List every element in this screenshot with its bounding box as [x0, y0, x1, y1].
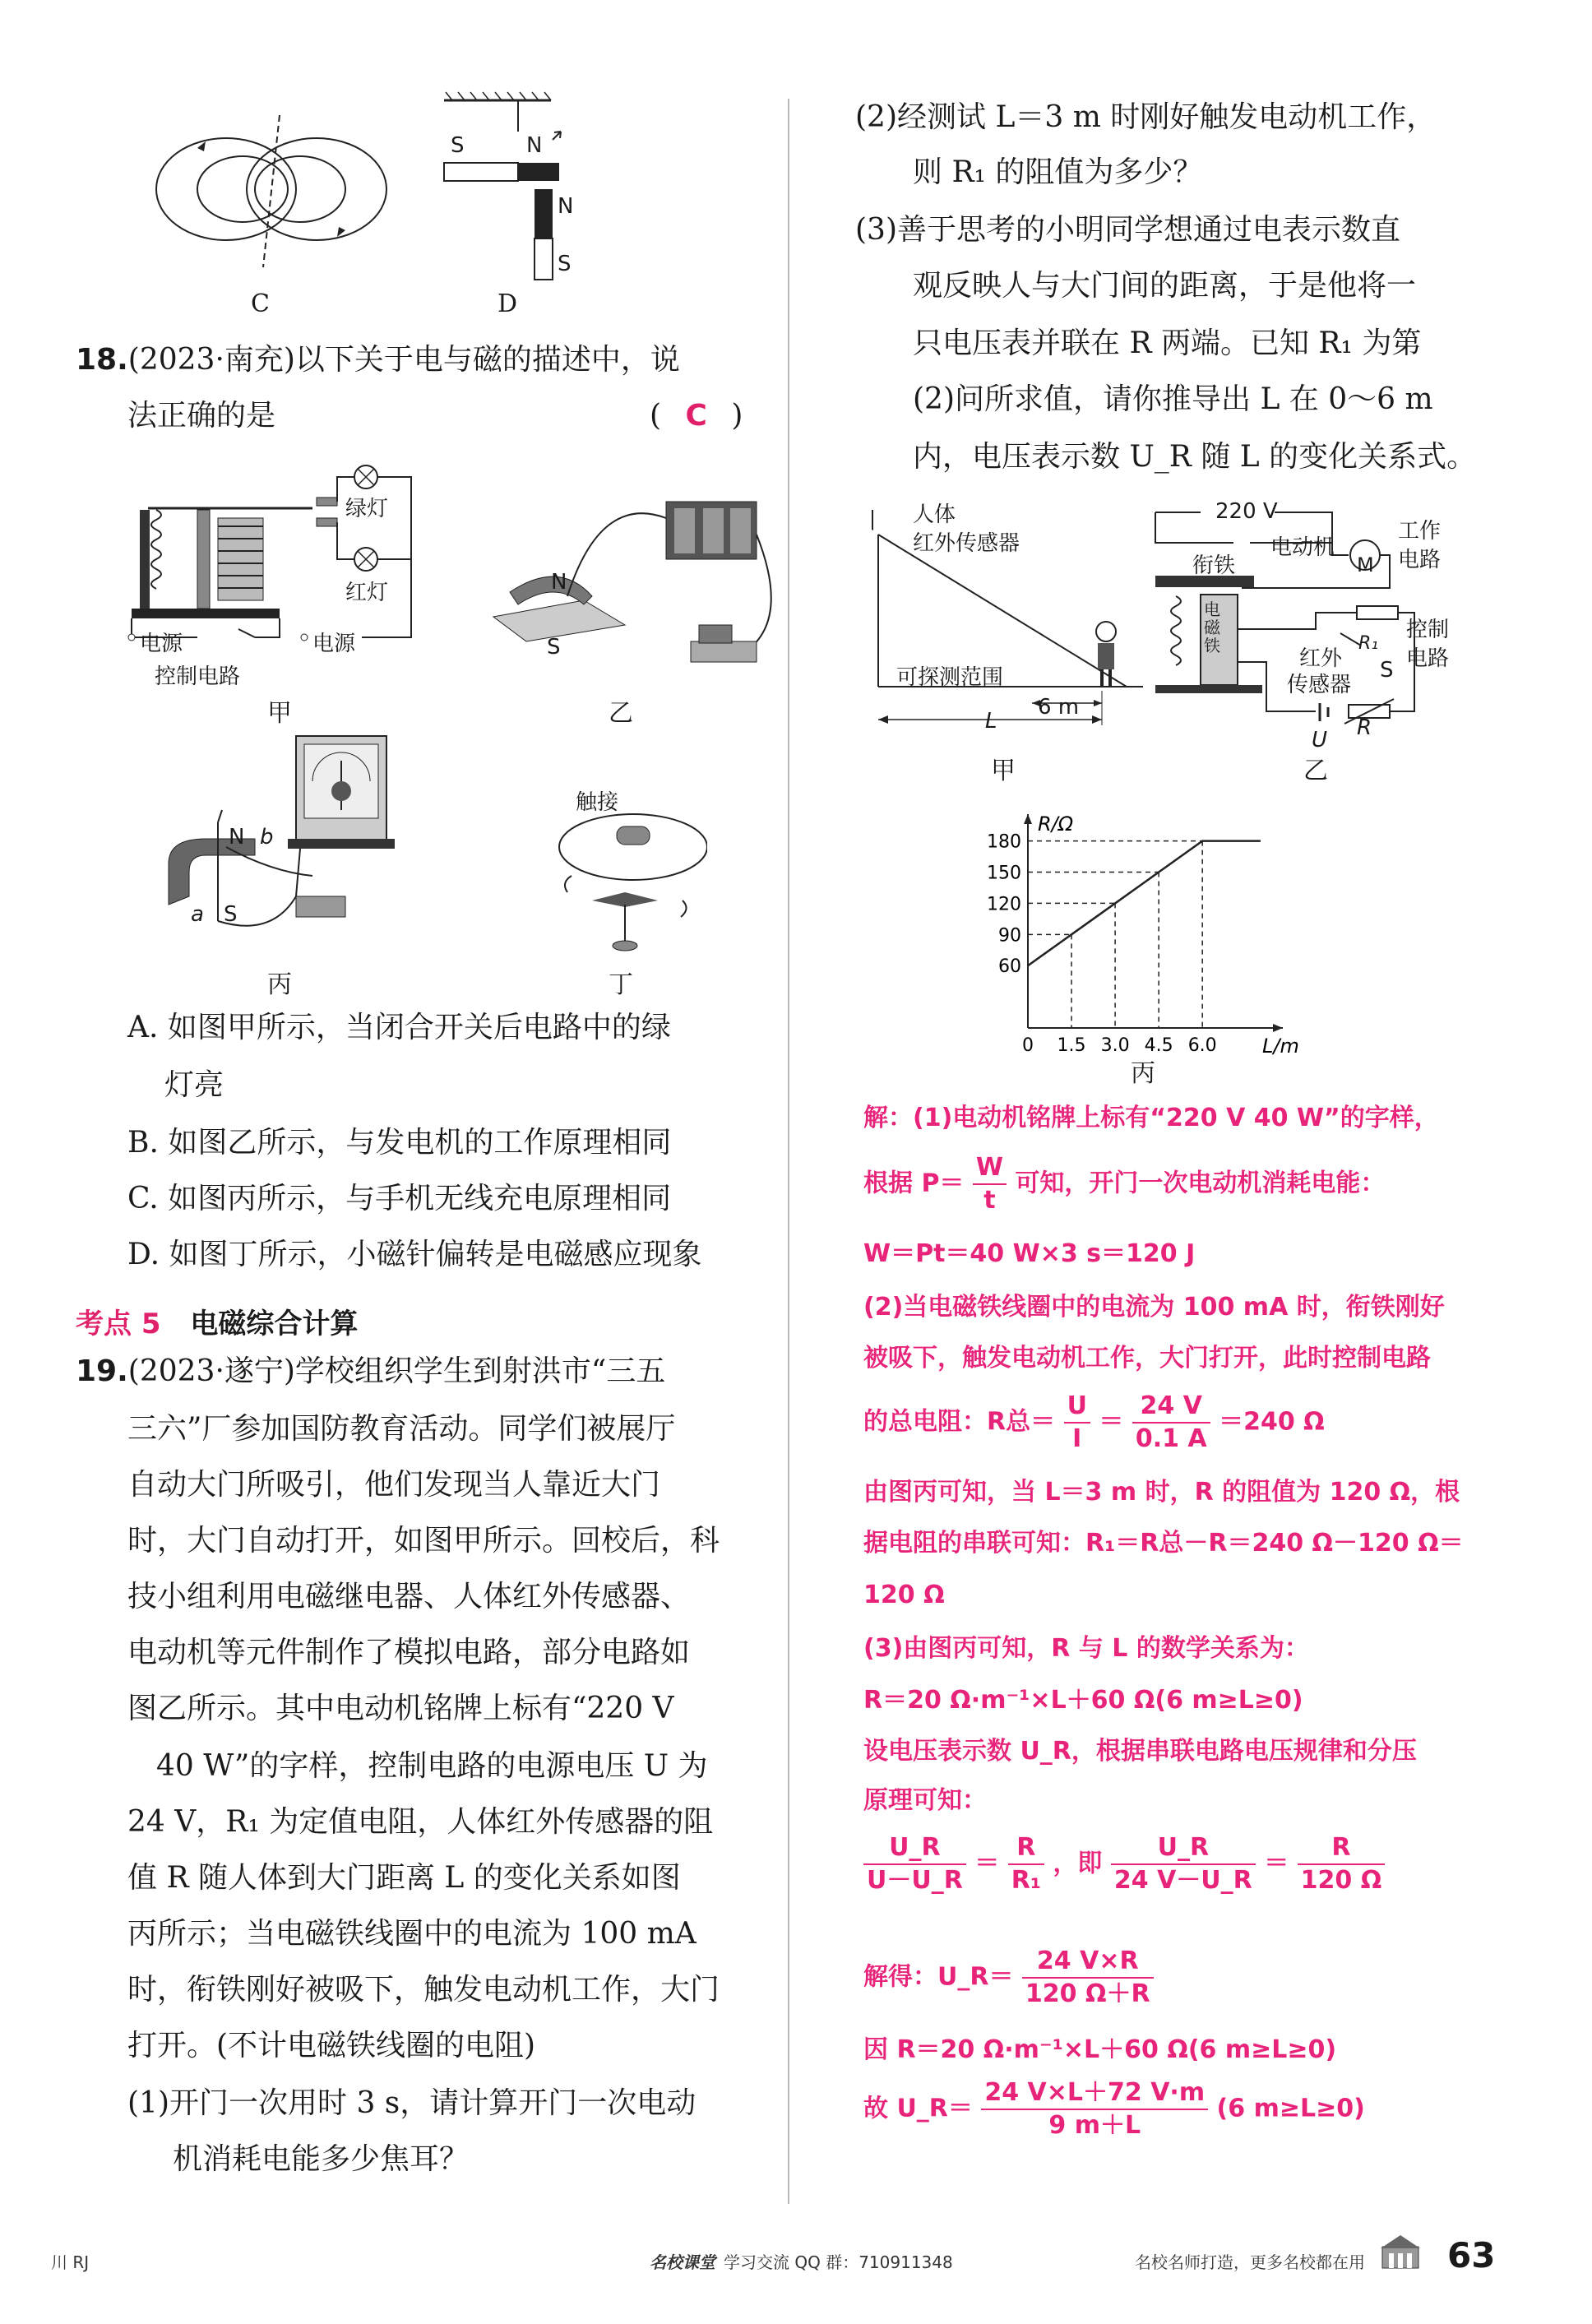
solution-line-15 [863, 1949, 1154, 2007]
figure-d-n2-label: N [558, 194, 574, 219]
solution-line-6 [863, 1391, 1325, 1453]
chart-x-tick-label: 3.0 [1100, 1035, 1130, 1056]
q19-right-text-2: (3)善于思考的小明同学想通过电表示数直 [855, 213, 1400, 247]
q18-line1 [76, 345, 680, 375]
q19-text-11: 时，衔铁刚好被吸下，触发电动机工作，大门 [127, 1973, 720, 2007]
footer-slogan: 名校名师打造，更多名校都在用 [1135, 2252, 1365, 2272]
footer-edition: 川 RJ [51, 2252, 90, 2272]
solution-line-6-a: 的总电阻：R总＝ [863, 1407, 1056, 1437]
solution-frac-final [981, 2078, 1208, 2140]
q19-caption-bing: 丙 [1131, 1059, 1155, 1088]
q18-bing-n-label: N [229, 825, 245, 850]
figure-d-s2-label: S [558, 252, 572, 276]
q19-text-2: 自动大门所吸引，他们发现当人靠近大门 [127, 1468, 661, 1502]
chart-x-label: L/m [1262, 1035, 1299, 1058]
q18-figure-ding-compass [543, 789, 707, 962]
frac-den: 24 V－U_R [1113, 1866, 1252, 1895]
q19-yi-r1-label: R₁ [1358, 633, 1379, 654]
solution-line-9: 120 Ω [863, 1581, 945, 1609]
solution-line-2-b: 可知，开门一次电动机消耗电能： [1015, 1169, 1386, 1198]
q19-text-5: 电动机等元件制作了模拟电路，部分电路如 [127, 1636, 691, 1669]
q19-jia-range-label: 可探测范围 [896, 665, 1004, 690]
solution-line-16: 因 R＝20 Ω·m⁻¹×L＋60 Ω(6 m≥L≥0) [863, 2035, 1337, 2064]
q18-bing-a-label: a [191, 902, 204, 927]
q18-option-b: B. 如图乙所示，与发电机的工作原理相同 [127, 1126, 672, 1160]
section-5-title: 电磁综合计算 [190, 1308, 359, 1340]
q19-yi-ir-label-1: 红外 [1299, 646, 1343, 671]
frac-den: 9 m＋L [1048, 2111, 1141, 2140]
q19-caption-yi: 乙 [1303, 757, 1328, 785]
q18-caption-ding: 丁 [609, 970, 633, 999]
q19-right-text-1: 则 R₁ 的阻值为多少？ [913, 155, 1203, 189]
solution-frac-ur [863, 1833, 966, 1895]
solution-line-12: 设电压表示数 U_R，根据串联电路电压规律和分压 [863, 1737, 1417, 1766]
frac-num: U_R [1111, 1836, 1256, 1865]
frac-den: 120 Ω [1300, 1866, 1382, 1895]
figure-d-n-label: N [526, 133, 543, 158]
q18-power-label-2: 电源 [312, 632, 356, 656]
chart-x-tick-label: 0 [1022, 1035, 1034, 1056]
q18-bracket-open: ( [650, 399, 662, 433]
q18-caption-bing: 丙 [267, 970, 292, 999]
figure-d-s-label: S [451, 133, 465, 158]
solution-eq: ＝ [974, 1849, 1000, 1878]
frac-num: 24 V [1132, 1394, 1210, 1424]
q19-yi-220v-label: 220 V [1215, 499, 1278, 524]
q18-red-lamp-label: 红灯 [345, 581, 389, 605]
q18-green-lamp-label: 绿灯 [345, 497, 389, 521]
solution-line-6-c: ＝240 Ω [1219, 1407, 1325, 1437]
chart-y-tick-label: 60 [998, 956, 1021, 978]
q18-answer-bracket [650, 401, 743, 431]
solution-line-1: 解：(1)电动机铭牌上标有“220 V 40 W”的字样， [863, 1104, 1439, 1132]
frac-den: U－U_R [867, 1866, 963, 1895]
q19-text-13: (1)开门一次用时 3 s，请计算开门一次电动 [127, 2086, 696, 2120]
q19-jia-6m-label: 6 m [1038, 695, 1080, 720]
q19-yi-ctrl-label-2: 电路 [1406, 646, 1450, 671]
solution-line-5: 被吸下，触发电动机工作，大门打开，此时控制电路 [863, 1344, 1431, 1373]
q18-caption-yi: 乙 [609, 699, 633, 728]
q19-text-0: (2023·遂宁)学校组织学生到射洪市“三五 [127, 1354, 666, 1388]
solution-frac-ur-result [1022, 1949, 1154, 2007]
frac-num: R [1298, 1836, 1386, 1865]
solution-line-3: W＝Pt＝40 W×3 s＝120 J [863, 1239, 1196, 1268]
q19-right-text-6: 内，电压表示数 U_R 随 L 的变化关系式。 [913, 440, 1477, 474]
solution-line-7: 由图丙可知，当 L＝3 m 时，R 的阻值为 120 Ω，根 [863, 1478, 1460, 1507]
q19-text-9: 值 R 随人体到大门距离 L 的变化关系如图 [127, 1861, 681, 1895]
q19-right-text-0: (2)经测试 L＝3 m 时刚好触发电动机工作， [855, 100, 1437, 134]
q19-text-7: 40 W”的字样，控制电路的电源电压 U 为 [156, 1749, 708, 1783]
q18-option-a: A. 如图甲所示，当闭合开关后电路中的绿 [127, 1011, 671, 1044]
chart-y-label: R/Ω [1038, 812, 1074, 836]
q18-number: 18. [76, 343, 128, 377]
solution-frac-p [973, 1155, 1007, 1213]
chart-series-line [1028, 841, 1261, 966]
chart-y-tick-label: 180 [987, 831, 1021, 853]
solution-line-17 [863, 2078, 1365, 2140]
chart-x-tick-label: 4.5 [1144, 1035, 1173, 1056]
q18-option-d: D. 如图丁所示，小磁针偏转是电磁感应现象 [127, 1238, 702, 1271]
solution-ji: ，即 [1053, 1849, 1103, 1878]
frac-den: 0.1 A [1135, 1424, 1207, 1453]
q19-text-8: 24 V，R₁ 为定值电阻，人体红外传感器的阻 [127, 1805, 714, 1839]
figure-c-magnetic-field [148, 90, 395, 288]
q18-bing-s-label: S [224, 902, 238, 927]
column-divider [788, 99, 789, 2204]
chart-y-tick-label: 90 [998, 925, 1021, 947]
solution-frac-r-120 [1298, 1833, 1386, 1895]
frac-num: 24 V×L＋72 V·m [981, 2081, 1208, 2110]
q18-yi-s-label: S [547, 635, 561, 660]
section-5-header [76, 1301, 358, 1341]
solution-eq-2: ＝ [1264, 1849, 1289, 1878]
frac-den: t [983, 1186, 996, 1215]
solution-line-4: (2)当电磁铁线圈中的电流为 100 mA 时，衔铁刚好 [863, 1293, 1445, 1322]
figure-d-label: D [498, 289, 518, 318]
q18-text-2: 法正确的是 [127, 399, 276, 433]
frac-num: U_R [863, 1836, 966, 1865]
frac-den: 120 Ω＋R [1025, 1979, 1150, 2008]
q18-text-1: (2023·南充)以下关于电与磁的描述中，说 [127, 343, 680, 377]
q19-text-12: 打开。(不计电磁铁线圈的电阻) [127, 2029, 536, 2062]
footer-logo-icon [1377, 2230, 1423, 2276]
q19-yi-armature-label: 衔铁 [1192, 553, 1236, 578]
chart-x-tick-label: 6.0 [1187, 1035, 1217, 1056]
q19-text-10: 丙所示；当电磁铁线圈中的电流为 100 mA [127, 1917, 696, 1951]
q18-answer: C [685, 399, 707, 433]
frac-den: R₁ [1011, 1866, 1041, 1895]
q19-chart-r-vs-l [970, 806, 1316, 1077]
q19-jia-sensor-label-1: 人体 [913, 502, 956, 527]
q19-text-1: 三六”厂参加国防教育活动。同学们被展厅 [127, 1412, 676, 1446]
q18-yi-n-label: N [551, 570, 567, 595]
q19-text-4: 技小组利用电磁继电器、人体红外传感器、 [127, 1580, 691, 1613]
solution-line-15-a: 解得：U_R＝ [863, 1962, 1014, 1992]
solution-frac-rr1 [1008, 1833, 1044, 1895]
q19-line-0 [76, 1354, 666, 1388]
q19-right-text-3: 观反映人与大门间的距离，于是他将一 [913, 269, 1417, 303]
q19-caption-jia: 甲 [991, 757, 1016, 785]
section-5-tag: 考点 5 [76, 1308, 161, 1340]
footer-qq: 学习交流 QQ 群：710911348 [724, 2252, 953, 2272]
frac-num: R [1008, 1836, 1044, 1865]
q19-text-14: 机消耗电能多少焦耳？ [173, 2142, 470, 2176]
q19-yi-motor-m-label: M [1357, 553, 1374, 576]
chart-y-tick-label: 150 [987, 863, 1021, 884]
q18-power-label-1: 电源 [140, 632, 183, 656]
q19-yi-work-label-2: 电路 [1398, 548, 1442, 572]
solution-frac-ui [1064, 1391, 1090, 1453]
footer-brand: 名校课堂 [650, 2252, 715, 2272]
frac-den: I [1072, 1424, 1082, 1453]
chart-y-arrow [1024, 814, 1032, 824]
solution-line-6-eq: ＝ [1099, 1407, 1124, 1437]
q19-yi-s-label: S [1380, 658, 1394, 683]
q18-figure-yi-motor [477, 485, 773, 674]
q19-yi-ir-label-2: 传感器 [1287, 673, 1352, 697]
solution-line-13: 原理可知： [863, 1786, 987, 1815]
q19-yi-work-label-1: 工作 [1398, 519, 1442, 544]
solution-line-14 [863, 1833, 1385, 1895]
solution-line-8: 据电阻的串联可知：R₁＝R总－R＝240 Ω－120 Ω＝ [863, 1529, 1464, 1558]
solution-frac-24v [1132, 1391, 1210, 1453]
q19-right-text-5: (2)问所求值，请你推导出 L 在 0～6 m [913, 382, 1433, 416]
chart-x-arrow [1273, 1024, 1283, 1032]
solution-line-11: R＝20 Ω·m⁻¹×L＋60 Ω(6 m≥L≥0) [863, 1686, 1303, 1715]
q19-text-6: 图乙所示。其中电动机铭牌上标有“220 V [127, 1692, 674, 1725]
solution-line-17-a: 故 U_R＝ [863, 2094, 973, 2123]
solution-line-2 [863, 1155, 1385, 1213]
solution-frac-ur-24 [1111, 1833, 1256, 1895]
q19-jia-sensor-label-2: 红外传感器 [913, 531, 1020, 556]
page-number: 63 [1447, 2235, 1496, 2275]
solution-line-10: (3)由图丙可知，R 与 L 的数学关系为： [863, 1634, 1309, 1663]
frac-num: U [1064, 1394, 1090, 1424]
q18-option-a-cont: 灯亮 [164, 1068, 224, 1102]
q18-bing-b-label: b [260, 825, 274, 850]
q18-control-circuit-label: 控制电路 [155, 664, 241, 689]
q19-jia-L-label: L [985, 709, 997, 734]
frac-num: W [973, 1155, 1007, 1185]
q18-contact-label: 触接 [576, 790, 619, 815]
q19-yi-ctrl-label-1: 控制 [1406, 618, 1450, 642]
frac-num: 24 V×R [1022, 1949, 1154, 1979]
solution-line-17-b: (6 m≥L≥0) [1216, 2094, 1365, 2123]
q19-number: 19. [76, 1354, 128, 1388]
q18-caption-jia: 甲 [267, 699, 292, 728]
q18-option-c: C. 如图丙所示，与手机无线充电原理相同 [127, 1182, 672, 1215]
q18-bracket-close: ) [731, 399, 743, 433]
solution-line-2-a: 根据 P＝ [863, 1169, 965, 1198]
q19-right-text-4: 只电压表并联在 R 两端。已知 R₁ 为第 [913, 326, 1422, 360]
q19-yi-r-label: R [1357, 715, 1372, 740]
q19-yi-magnet-label: 电磁铁 [1204, 600, 1220, 655]
q19-yi-motor-label: 电动机 [1270, 535, 1335, 560]
chart-y-tick-label: 120 [987, 894, 1021, 915]
q19-yi-u-label: U [1312, 728, 1328, 752]
chart-x-tick-label: 1.5 [1057, 1035, 1086, 1056]
q19-text-3: 时，大门自动打开，如图甲所示。回校后，科 [127, 1524, 720, 1558]
figure-c-label: C [251, 289, 270, 318]
